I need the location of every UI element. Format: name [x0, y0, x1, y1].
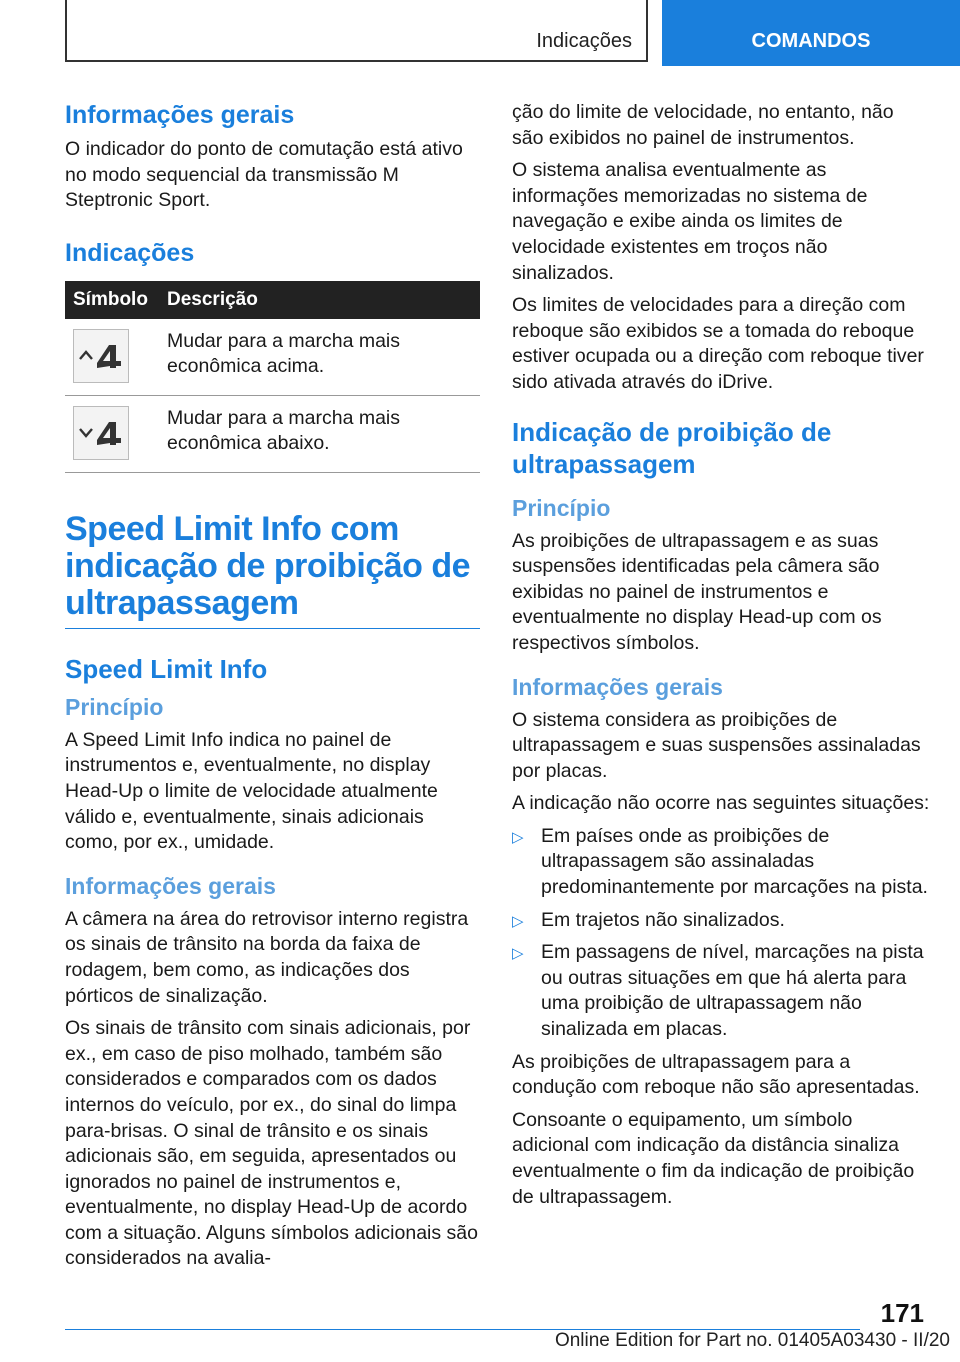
chapter-tab: COMANDOS: [662, 0, 960, 66]
section-header-box: [65, 0, 648, 62]
paragraph: O indicador do ponto de comutação está ativo no modo sequencial da transmissão M Steptronic Sport.: [65, 138, 463, 212]
list-item: ▷ Em países onde as proibições de ultrapassagem são assinaladas predominantemente por marcações na pista.: [512, 824, 928, 899]
paragraph: A câmera na área do retrovisor interno registra os sinais de trânsito na borda da faixa de rodagem, bem como, as indicações dos pórticos de sinalização.: [65, 907, 469, 1007]
heading-informacoes-gerais: Informações gerais: [65, 101, 295, 129]
chapter-heading: Speed Limit Info com indicação de proibição de ultrapassagem: [65, 511, 480, 629]
bullet-triangle-icon: ▷: [512, 912, 524, 930]
shift-down-gear-4-icon: [73, 406, 129, 460]
symbol-table: [65, 281, 480, 473]
footer-edition: Online Edition for Part no. 01405A03430 - II/20: [554, 1330, 950, 1351]
heading-indicacoes: Indicações: [65, 238, 195, 267]
table-header-description: Descrição: [159, 281, 480, 319]
list-item: ▷ Em passagens de nível, marcações na pista ou outras situações em que há alerta para uma proibição de ultrapassagem não sinalizada em placas.: [512, 941, 924, 1041]
symbol-cell: [65, 395, 159, 472]
paragraph: A Speed Limit Info indica no painel de instrumentos e, eventualmente, no display Head-Up o limite de velocidade atualmente válido e, eventualmente, sinais adicionais como, por ex., umidade.: [65, 728, 438, 854]
paragraph: Os sinais de trânsito com sinais adicionais, por ex., em caso de piso molhado, também são considerados e comparados com os dados internos do veículo, por ex., do sinal do limpa para-brisas. O sinal de trânsito e os sinais adicionais são, em seguida, apresentados ou ignorados no painel de instrumentos e, eventualmente, no display Head-Up de acordo com a situação. Alguns símbolos adicionais são considerados na avalia-: [65, 1017, 478, 1270]
list-item: ▷ Em trajetos não sinalizados.: [512, 908, 930, 934]
table-row: [65, 395, 480, 472]
heading-speed-limit-info: Speed Limit Info: [65, 653, 268, 684]
bullet-triangle-icon: ▷: [512, 828, 524, 846]
heading-principio: Princípio: [512, 494, 611, 521]
heading-principio: Princípio: [65, 693, 164, 720]
description-cell: Mudar para a marcha mais econômica acima.: [159, 319, 480, 396]
heading-proibicao-ultrapassagem: Indicação de proibição de ultrapassagem: [512, 416, 832, 479]
section-title: Indicações: [536, 30, 632, 52]
page-number: 171: [880, 1298, 924, 1328]
right-column: [512, 100, 930, 1217]
page-header: [0, 0, 960, 66]
paragraph: A indicação não ocorre nas seguintes situações:: [512, 792, 930, 815]
symbol-cell: [65, 319, 159, 396]
paragraph: As proibições de ultrapassagem para a condução com reboque não são apresentadas.: [512, 1050, 920, 1099]
left-column: [65, 100, 480, 1279]
description-cell: Mudar para a marcha mais econômica abaixo.: [159, 395, 480, 472]
table-header-row: [65, 281, 480, 319]
heading-informacoes-gerais: Informações gerais: [65, 872, 276, 899]
table-header-symbol: Símbolo: [65, 281, 159, 319]
paragraph: O sistema analisa eventualmente as informações memorizadas no sistema de navegação e exibe ainda os limites de velocidade existentes em troços não sinalizados.: [512, 159, 868, 284]
situation-list: [512, 824, 930, 1043]
paragraph: ção do limite de velocidade, no entanto, não são exibidos no painel de instrumentos.: [512, 101, 894, 149]
paragraph: As proibições de ultrapassagem e as suas suspensões identificadas pela câmera são exibidas no painel de instrumentos e eventualmente no display Head-up com os respectivos símbolos.: [512, 529, 882, 654]
paragraph: O sistema considera as proibições de ultrapassagem e suas suspensões assinaladas por placas.: [512, 708, 921, 782]
paragraph: Consoante o equipamento, um símbolo adicional com indicação da distância sinaliza eventualmente o fim da indicação de proibição de ultrapassagem.: [512, 1108, 915, 1208]
bullet-triangle-icon: ▷: [512, 945, 524, 963]
shift-up-gear-4-icon: [73, 329, 129, 383]
paragraph: Os limites de velocidades para a direção com reboque são exibidos se a tomada do reboque estiver ocupada ou a direção com reboque tiver sido ativada através do iDrive.: [512, 294, 924, 393]
table-row: [65, 319, 480, 396]
heading-informacoes-gerais: Informações gerais: [512, 673, 723, 700]
